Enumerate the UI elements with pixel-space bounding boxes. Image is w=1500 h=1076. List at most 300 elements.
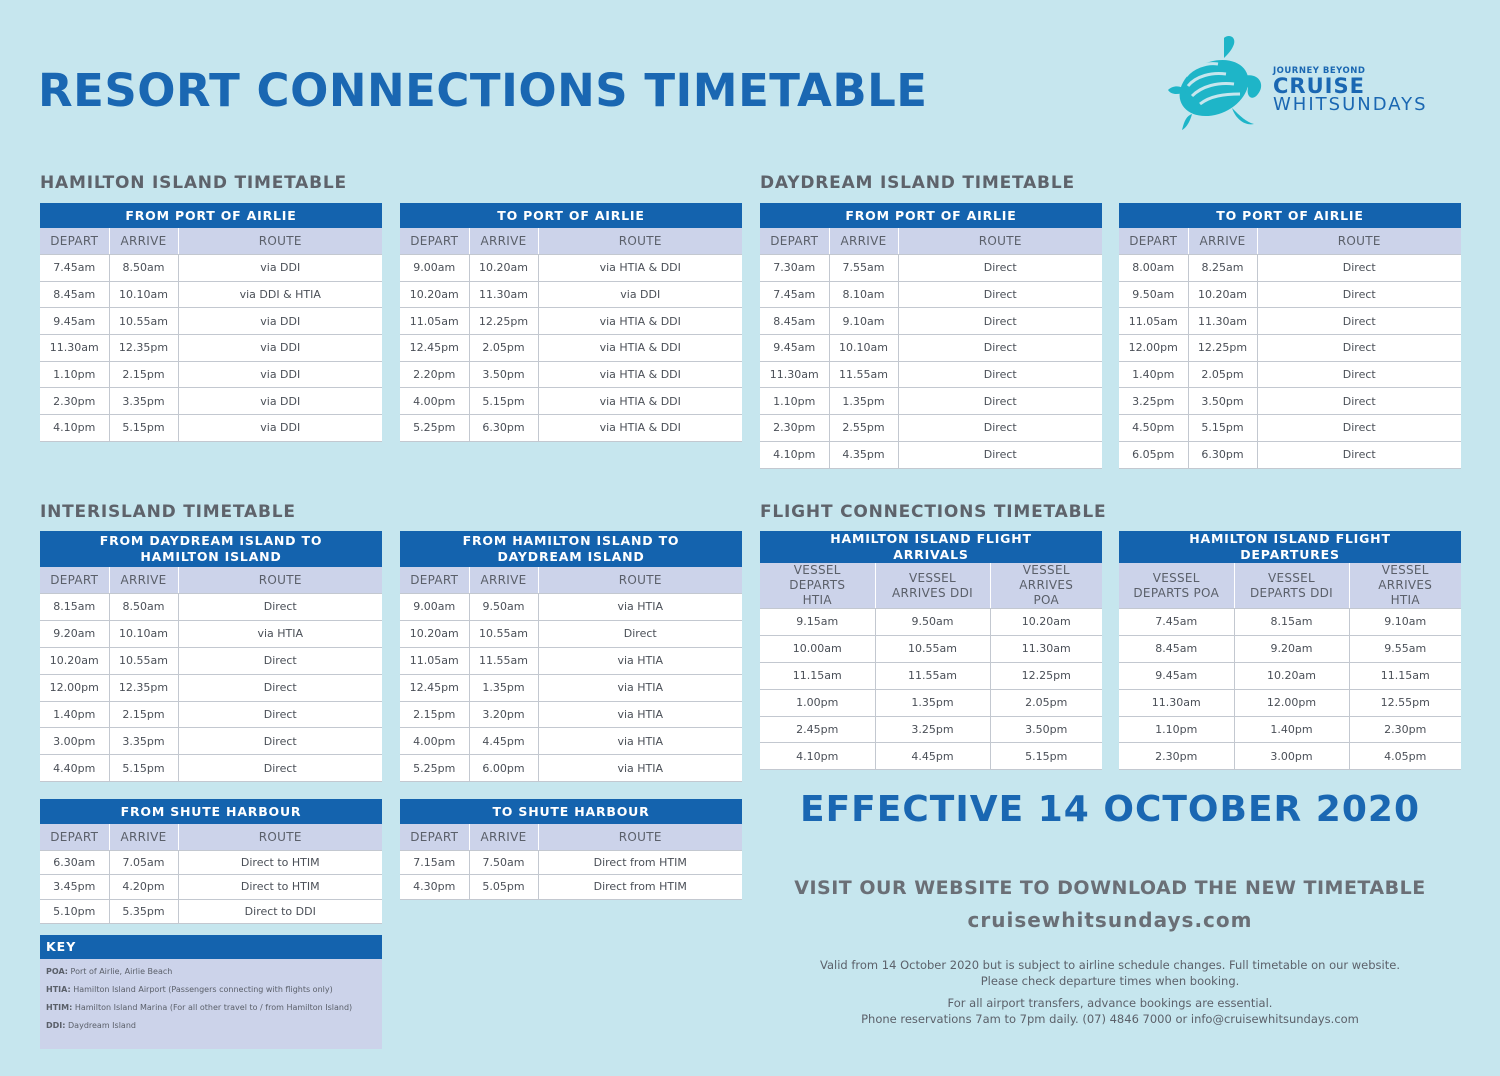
table-cell: 4.10pm bbox=[760, 743, 875, 770]
table-row bbox=[400, 594, 742, 621]
table-row bbox=[400, 388, 742, 415]
key-definition: Daydream Island bbox=[68, 1021, 136, 1030]
table-cell: 12.25pm bbox=[469, 308, 538, 335]
table-row bbox=[40, 255, 382, 282]
table-row bbox=[40, 875, 382, 899]
table-cell: 8.15am bbox=[40, 594, 109, 621]
table-cell: Direct bbox=[178, 755, 382, 782]
table-row bbox=[400, 728, 742, 755]
table-row bbox=[40, 388, 382, 415]
table-row bbox=[40, 851, 382, 875]
table-row bbox=[40, 308, 382, 335]
table-cell: 2.30pm bbox=[1349, 716, 1461, 743]
table-cell: via DDI bbox=[538, 281, 742, 308]
table-header: FROM PORT OF AIRLIE bbox=[40, 203, 382, 228]
table-cell: 7.55am bbox=[829, 255, 898, 282]
table-cell: Direct bbox=[178, 701, 382, 728]
column-header: VESSEL DEPARTS DDI bbox=[1234, 563, 1349, 609]
key-item bbox=[46, 981, 376, 999]
table-row bbox=[400, 851, 742, 875]
table-cell: 12.45pm bbox=[400, 674, 469, 701]
key-item bbox=[46, 963, 376, 981]
table-cell: 9.20am bbox=[40, 620, 109, 647]
table-row bbox=[760, 689, 1102, 716]
table-cell: Direct bbox=[178, 647, 382, 674]
table-cell: 11.30am bbox=[40, 335, 109, 362]
table-cell: Direct from HTIM bbox=[538, 851, 742, 875]
table-row bbox=[760, 415, 1102, 442]
table-cell: 8.15am bbox=[1234, 609, 1349, 636]
table-cell: 2.05pm bbox=[469, 335, 538, 362]
table-header: FROM PORT OF AIRLIE bbox=[760, 203, 1102, 228]
table-cell: 2.30pm bbox=[760, 415, 829, 442]
table-cell: via DDI bbox=[178, 255, 382, 282]
table-cell: 11.15am bbox=[760, 662, 875, 689]
table-header: FROM SHUTE HARBOUR bbox=[40, 799, 382, 824]
table-cell: 5.10pm bbox=[40, 899, 109, 923]
table-cell: 10.55am bbox=[875, 635, 990, 662]
table-cell: 8.00am bbox=[1119, 255, 1188, 282]
table-cell: 5.15pm bbox=[109, 415, 178, 442]
table-cell: Direct bbox=[1257, 308, 1461, 335]
table-cell: via HTIA bbox=[538, 701, 742, 728]
table-cell: 12.00pm bbox=[1234, 689, 1349, 716]
column-header: VESSEL ARRIVES HTIA bbox=[1349, 563, 1461, 609]
table-cell: Direct bbox=[898, 281, 1102, 308]
column-header: ARRIVE bbox=[109, 824, 178, 851]
table-cell: 4.10pm bbox=[40, 415, 109, 442]
table-cell: via DDI bbox=[178, 308, 382, 335]
table-cell: Direct bbox=[898, 308, 1102, 335]
table-cell: via HTIA bbox=[538, 594, 742, 621]
table-cell: 9.10am bbox=[1349, 609, 1461, 636]
table-cell: 4.20pm bbox=[109, 875, 178, 899]
table-row bbox=[400, 361, 742, 388]
table-row bbox=[400, 255, 742, 282]
table-cell: Direct bbox=[898, 415, 1102, 442]
table-cell: 1.40pm bbox=[40, 701, 109, 728]
interisland-hamilton-to-daydream-table bbox=[400, 531, 742, 782]
table-cell: 1.00pm bbox=[760, 689, 875, 716]
table-cell: Direct bbox=[898, 255, 1102, 282]
table-cell: 1.40pm bbox=[1234, 716, 1349, 743]
table-cell: 11.30am bbox=[1119, 689, 1234, 716]
table-cell: 9.20am bbox=[1234, 635, 1349, 662]
table-cell: 12.25pm bbox=[990, 662, 1102, 689]
table-cell: 4.45pm bbox=[469, 728, 538, 755]
table-cell: 4.40pm bbox=[40, 755, 109, 782]
table-cell: Direct from HTIM bbox=[538, 875, 742, 899]
section-title-interisland: INTERISLAND TIMETABLE bbox=[40, 502, 296, 522]
table-cell: 6.00pm bbox=[469, 755, 538, 782]
table-cell: 2.30pm bbox=[1119, 743, 1234, 770]
table-cell: 4.45pm bbox=[875, 743, 990, 770]
table-cell: 5.05pm bbox=[469, 875, 538, 899]
interisland-daydream-to-hamilton-table bbox=[40, 531, 382, 782]
table-row bbox=[400, 415, 742, 442]
table-cell: 8.25am bbox=[1188, 255, 1257, 282]
table-row bbox=[760, 635, 1102, 662]
table-row bbox=[1119, 388, 1461, 415]
table-cell: 10.20am bbox=[1188, 281, 1257, 308]
table-cell: 4.05pm bbox=[1349, 743, 1461, 770]
table-header: HAMILTON ISLAND FLIGHT ARRIVALS bbox=[760, 531, 1102, 563]
table-header: FROM DAYDREAM ISLAND TO HAMILTON ISLAND bbox=[40, 531, 382, 567]
table-cell: 10.20am bbox=[1234, 662, 1349, 689]
table-row bbox=[760, 335, 1102, 362]
table-cell: 10.00am bbox=[760, 635, 875, 662]
table-row bbox=[1119, 281, 1461, 308]
table-cell: 3.25pm bbox=[875, 716, 990, 743]
table-cell: 11.05am bbox=[1119, 308, 1188, 335]
table-cell: 11.30am bbox=[1188, 308, 1257, 335]
key-title: KEY bbox=[40, 935, 382, 959]
table-row bbox=[1119, 308, 1461, 335]
table-row bbox=[400, 647, 742, 674]
table-cell: 5.25pm bbox=[400, 755, 469, 782]
table-cell: 5.15pm bbox=[109, 755, 178, 782]
table-cell: 9.55am bbox=[1349, 635, 1461, 662]
table-cell: via HTIA & DDI bbox=[538, 335, 742, 362]
column-header: ARRIVE bbox=[469, 228, 538, 255]
table-cell: 2.45pm bbox=[760, 716, 875, 743]
column-header: DEPART bbox=[400, 824, 469, 851]
brand-logo bbox=[1162, 32, 1472, 132]
table-cell: 11.55am bbox=[829, 361, 898, 388]
logo-word-whitsundays: WHITSUNDAYS bbox=[1273, 94, 1428, 115]
table-cell: 11.15am bbox=[1349, 662, 1461, 689]
column-header: VESSEL ARRIVES DDI bbox=[875, 563, 990, 609]
table-cell: 3.00pm bbox=[1234, 743, 1349, 770]
table-cell: Direct bbox=[1257, 388, 1461, 415]
table-cell: 7.05am bbox=[109, 851, 178, 875]
table-cell: 4.00pm bbox=[400, 728, 469, 755]
table-cell: 8.50am bbox=[109, 255, 178, 282]
table-row bbox=[40, 620, 382, 647]
table-cell: 10.20am bbox=[990, 609, 1102, 636]
table-cell: Direct bbox=[898, 335, 1102, 362]
table-cell: 7.30am bbox=[760, 255, 829, 282]
table-header: FROM HAMILTON ISLAND TO DAYDREAM ISLAND bbox=[400, 531, 742, 567]
page-title: RESORT CONNECTIONS TIMETABLE bbox=[38, 64, 928, 117]
table-cell: via HTIA & DDI bbox=[538, 308, 742, 335]
table-cell: via DDI bbox=[178, 361, 382, 388]
to-shute-harbour-table bbox=[400, 799, 742, 900]
table-cell: 9.00am bbox=[400, 255, 469, 282]
table-cell: via HTIA & DDI bbox=[538, 255, 742, 282]
column-header: ARRIVE bbox=[469, 824, 538, 851]
table-cell: Direct bbox=[1257, 335, 1461, 362]
table-row bbox=[40, 415, 382, 442]
table-cell: 11.05am bbox=[400, 308, 469, 335]
table-row bbox=[760, 361, 1102, 388]
table-cell: via HTIA bbox=[538, 674, 742, 701]
check-times-note: Please check departure times when booking. bbox=[980, 974, 1240, 988]
key-abbreviation: HTIM: bbox=[46, 1003, 73, 1012]
section-title-daydream: DAYDREAM ISLAND TIMETABLE bbox=[760, 173, 1075, 193]
table-row bbox=[1119, 716, 1461, 743]
table-cell: 2.05pm bbox=[990, 689, 1102, 716]
column-header: ARRIVE bbox=[109, 567, 178, 594]
table-cell: 10.10am bbox=[109, 620, 178, 647]
table-cell: 10.10am bbox=[109, 281, 178, 308]
table-row bbox=[400, 335, 742, 362]
table-row bbox=[760, 609, 1102, 636]
table-header: TO PORT OF AIRLIE bbox=[400, 203, 742, 228]
table-row bbox=[400, 875, 742, 899]
column-header: ROUTE bbox=[178, 228, 382, 255]
column-header: ARRIVE bbox=[469, 567, 538, 594]
table-cell: 5.15pm bbox=[469, 388, 538, 415]
table-cell: 6.30pm bbox=[1188, 441, 1257, 468]
table-cell: Direct bbox=[898, 361, 1102, 388]
table-cell: 5.35pm bbox=[109, 899, 178, 923]
table-row bbox=[1119, 635, 1461, 662]
column-header: ARRIVE bbox=[1188, 228, 1257, 255]
table-cell: 11.30am bbox=[760, 361, 829, 388]
table-cell: 3.50pm bbox=[990, 716, 1102, 743]
column-header: ARRIVE bbox=[109, 228, 178, 255]
table-cell: 9.45am bbox=[40, 308, 109, 335]
table-row bbox=[40, 361, 382, 388]
table-cell: 12.25pm bbox=[1188, 335, 1257, 362]
table-cell: 8.45am bbox=[40, 281, 109, 308]
table-cell: Direct bbox=[898, 441, 1102, 468]
table-cell: 9.15am bbox=[760, 609, 875, 636]
key-abbreviation: DDI: bbox=[46, 1021, 66, 1030]
table-cell: 1.40pm bbox=[1119, 361, 1188, 388]
table-cell: 4.10pm bbox=[760, 441, 829, 468]
table-cell: via DDI bbox=[178, 335, 382, 362]
table-cell: Direct to DDI bbox=[178, 899, 382, 923]
table-cell: 11.30am bbox=[990, 635, 1102, 662]
table-row bbox=[760, 388, 1102, 415]
table-cell: 9.45am bbox=[1119, 662, 1234, 689]
key-definition: Hamilton Island Marina (For all other travel to / from Hamilton Island) bbox=[74, 1003, 353, 1012]
table-cell: 11.55am bbox=[469, 647, 538, 674]
column-header: ROUTE bbox=[538, 824, 742, 851]
table-cell: 3.00pm bbox=[40, 728, 109, 755]
table-cell: 10.10am bbox=[829, 335, 898, 362]
hamilton-to-airlie-table bbox=[400, 203, 742, 442]
table-cell: 12.00pm bbox=[40, 674, 109, 701]
table-header: HAMILTON ISLAND FLIGHT DEPARTURES bbox=[1119, 531, 1461, 563]
table-cell: 3.50pm bbox=[1188, 388, 1257, 415]
column-header: ARRIVE bbox=[829, 228, 898, 255]
table-cell: 3.50pm bbox=[469, 361, 538, 388]
table-header: TO SHUTE HARBOUR bbox=[400, 799, 742, 824]
table-cell: 5.25pm bbox=[400, 415, 469, 442]
table-row bbox=[40, 701, 382, 728]
key-list bbox=[40, 959, 382, 1049]
table-cell: Direct bbox=[178, 594, 382, 621]
table-row bbox=[40, 335, 382, 362]
table-cell: 2.15pm bbox=[400, 701, 469, 728]
table-row bbox=[1119, 743, 1461, 770]
table-cell: 9.00am bbox=[400, 594, 469, 621]
table-row bbox=[1119, 662, 1461, 689]
key-abbreviation: HTIA: bbox=[46, 985, 71, 994]
table-row bbox=[760, 441, 1102, 468]
table-row bbox=[40, 647, 382, 674]
table-row bbox=[40, 755, 382, 782]
table-cell: 7.45am bbox=[760, 281, 829, 308]
table-cell: Direct bbox=[1257, 361, 1461, 388]
validity-note: Valid from 14 October 2020 but is subject to airline schedule changes. Full timetable on our website. bbox=[820, 958, 1400, 972]
turtle-icon bbox=[1162, 32, 1272, 132]
column-header: ROUTE bbox=[898, 228, 1102, 255]
section-title-flight: FLIGHT CONNECTIONS TIMETABLE bbox=[760, 502, 1107, 522]
column-header: ROUTE bbox=[538, 567, 742, 594]
table-cell: 8.10am bbox=[829, 281, 898, 308]
table-row bbox=[400, 308, 742, 335]
table-cell: 2.20pm bbox=[400, 361, 469, 388]
table-cell: Direct bbox=[1257, 255, 1461, 282]
section-title-hamilton: HAMILTON ISLAND TIMETABLE bbox=[40, 173, 347, 193]
table-row bbox=[400, 755, 742, 782]
table-cell: Direct bbox=[898, 388, 1102, 415]
key-item bbox=[46, 1017, 376, 1035]
table-cell: 1.35pm bbox=[875, 689, 990, 716]
column-header: DEPART bbox=[40, 228, 109, 255]
table-cell: 1.35pm bbox=[829, 388, 898, 415]
key-item bbox=[46, 999, 376, 1017]
table-cell: 3.25pm bbox=[1119, 388, 1188, 415]
table-cell: 3.35pm bbox=[109, 388, 178, 415]
table-row bbox=[1119, 609, 1461, 636]
key-definition: Hamilton Island Airport (Passengers connecting with flights only) bbox=[73, 985, 333, 994]
column-header: DEPART bbox=[40, 567, 109, 594]
table-cell: 10.20am bbox=[400, 281, 469, 308]
table-cell: 2.55pm bbox=[829, 415, 898, 442]
table-cell: 2.05pm bbox=[1188, 361, 1257, 388]
table-cell: 1.10pm bbox=[40, 361, 109, 388]
table-cell: 1.10pm bbox=[1119, 716, 1234, 743]
table-cell: 9.50am bbox=[469, 594, 538, 621]
table-cell: 7.45am bbox=[1119, 609, 1234, 636]
table-cell: 4.30pm bbox=[400, 875, 469, 899]
table-cell: Direct bbox=[178, 674, 382, 701]
table-cell: 4.35pm bbox=[829, 441, 898, 468]
table-row bbox=[1119, 689, 1461, 716]
column-header: ROUTE bbox=[178, 824, 382, 851]
table-row bbox=[1119, 335, 1461, 362]
table-cell: 7.15am bbox=[400, 851, 469, 875]
table-cell: 8.45am bbox=[1119, 635, 1234, 662]
table-row bbox=[760, 716, 1102, 743]
website-link[interactable]: cruisewhitsundays.com bbox=[967, 908, 1253, 932]
daydream-from-airlie-table bbox=[760, 203, 1102, 469]
hamilton-from-airlie-table bbox=[40, 203, 382, 442]
column-header: ROUTE bbox=[178, 567, 382, 594]
table-row bbox=[400, 674, 742, 701]
table-cell: via HTIA bbox=[538, 728, 742, 755]
table-cell: 9.45am bbox=[760, 335, 829, 362]
table-row bbox=[40, 899, 382, 923]
table-cell: via HTIA bbox=[178, 620, 382, 647]
table-cell: 10.20am bbox=[40, 647, 109, 674]
table-cell: 12.00pm bbox=[1119, 335, 1188, 362]
table-row bbox=[1119, 255, 1461, 282]
column-header: DEPART bbox=[400, 228, 469, 255]
flight-departures-table bbox=[1119, 531, 1461, 770]
logo-tagline: JOURNEY BEYOND bbox=[1273, 66, 1366, 76]
table-cell: 11.05am bbox=[400, 647, 469, 674]
table-cell: 6.30pm bbox=[469, 415, 538, 442]
table-cell: 10.20am bbox=[469, 255, 538, 282]
table-row bbox=[760, 281, 1102, 308]
key-abbreviation: POA: bbox=[46, 967, 68, 976]
effective-date: EFFECTIVE 14 OCTOBER 2020 bbox=[799, 789, 1421, 830]
table-cell: 6.30am bbox=[40, 851, 109, 875]
column-header: DEPART bbox=[400, 567, 469, 594]
table-cell: via HTIA & DDI bbox=[538, 415, 742, 442]
table-row bbox=[40, 728, 382, 755]
table-cell: 7.50am bbox=[469, 851, 538, 875]
table-cell: 2.30pm bbox=[40, 388, 109, 415]
table-cell: 5.15pm bbox=[990, 743, 1102, 770]
logo-word-cruise: CRUISE bbox=[1273, 74, 1365, 98]
table-cell: 7.45am bbox=[40, 255, 109, 282]
table-cell: via HTIA & DDI bbox=[538, 361, 742, 388]
table-cell: via HTIA bbox=[538, 755, 742, 782]
table-cell: via DDI bbox=[178, 415, 382, 442]
column-header: ROUTE bbox=[538, 228, 742, 255]
table-header: TO PORT OF AIRLIE bbox=[1119, 203, 1461, 228]
table-cell: 1.10pm bbox=[760, 388, 829, 415]
visit-website-text: VISIT OUR WEBSITE TO DOWNLOAD THE NEW TIMETABLE bbox=[794, 877, 1426, 899]
table-cell: via HTIA & DDI bbox=[538, 388, 742, 415]
table-cell: via DDI & HTIA bbox=[178, 281, 382, 308]
table-cell: 12.35pm bbox=[109, 674, 178, 701]
table-cell: Direct to HTIM bbox=[178, 851, 382, 875]
table-cell: 10.20am bbox=[400, 620, 469, 647]
key-panel bbox=[40, 935, 382, 1049]
table-cell: Direct bbox=[538, 620, 742, 647]
table-cell: 10.55am bbox=[109, 647, 178, 674]
table-cell: 3.35pm bbox=[109, 728, 178, 755]
column-header: DEPART bbox=[40, 824, 109, 851]
table-row bbox=[400, 620, 742, 647]
table-cell: 3.20pm bbox=[469, 701, 538, 728]
table-cell: 9.50am bbox=[1119, 281, 1188, 308]
column-header: VESSEL DEPARTS POA bbox=[1119, 563, 1234, 609]
table-cell: 5.15pm bbox=[1188, 415, 1257, 442]
table-row bbox=[40, 281, 382, 308]
table-cell: via HTIA bbox=[538, 647, 742, 674]
table-row bbox=[760, 662, 1102, 689]
column-header: VESSEL ARRIVES POA bbox=[990, 563, 1102, 609]
table-cell: 4.50pm bbox=[1119, 415, 1188, 442]
column-header: DEPART bbox=[760, 228, 829, 255]
table-row bbox=[40, 674, 382, 701]
table-cell: Direct bbox=[1257, 415, 1461, 442]
key-definition: Port of Airlie, Airlie Beach bbox=[70, 967, 173, 976]
table-row bbox=[1119, 361, 1461, 388]
table-row bbox=[400, 701, 742, 728]
table-row bbox=[760, 743, 1102, 770]
table-cell: 11.55am bbox=[875, 662, 990, 689]
table-cell: 8.50am bbox=[109, 594, 178, 621]
table-cell: 11.30am bbox=[469, 281, 538, 308]
table-cell: Direct bbox=[1257, 441, 1461, 468]
table-row bbox=[760, 308, 1102, 335]
table-cell: 4.00pm bbox=[400, 388, 469, 415]
table-cell: 12.35pm bbox=[109, 335, 178, 362]
daydream-to-airlie-table bbox=[1119, 203, 1461, 469]
table-row bbox=[1119, 441, 1461, 468]
table-row bbox=[40, 594, 382, 621]
